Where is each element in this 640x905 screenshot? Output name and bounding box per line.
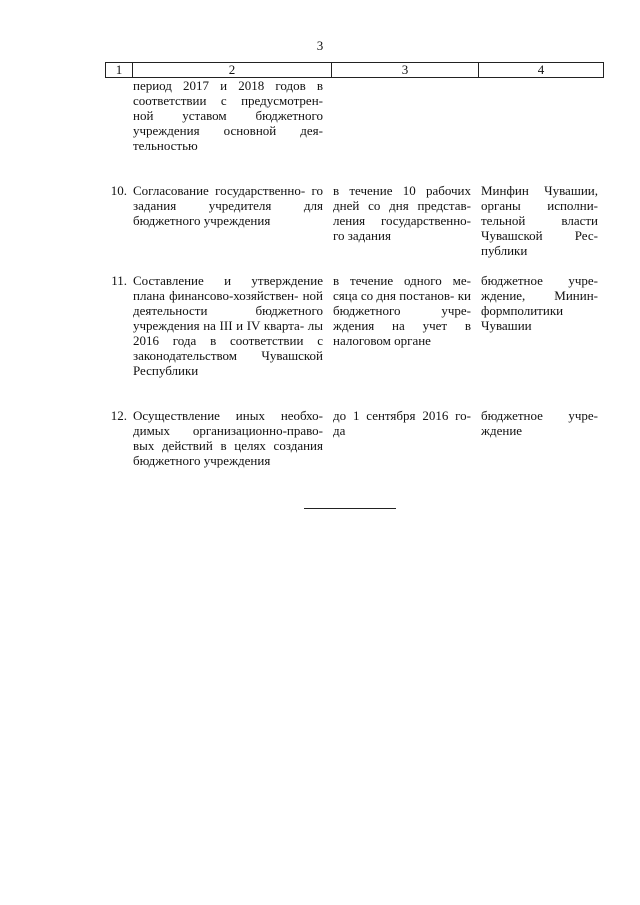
- table-row: [105, 408, 599, 483]
- row-number: 10.: [110, 183, 127, 198]
- row-number: 12.: [110, 408, 127, 423]
- table-row: [105, 78, 599, 168]
- activity-cell: Составление и утверждение плана финансово-хозяйствен- ной деятельности бюджетного учреждения на III и IV кварта- лы 2016 года в соответствии с законодательством Чувашской Республики: [133, 273, 323, 378]
- activity-cell: период 2017 и 2018 годов в соответствии с предусмотрен- ной уставом бюджетного учреждения основной дея- тельностью: [133, 78, 323, 153]
- column-header-3: 3: [332, 63, 479, 78]
- column-header-4: 4: [479, 63, 604, 78]
- table-body: [105, 78, 599, 468]
- column-header-table: [105, 62, 604, 78]
- activity-cell: Согласование государственно- го задания учредителя для бюджетного учреждения: [133, 183, 323, 228]
- responsible-cell: бюджетное учре- ждение, Минин- формполитики Чувашии: [481, 273, 598, 333]
- column-header-2: 2: [133, 63, 332, 78]
- table-row: [105, 183, 599, 273]
- responsible-cell: бюджетное учре- ждение: [481, 408, 598, 438]
- end-divider-line: [304, 508, 396, 509]
- term-cell: в течение одного ме- сяца со дня постанов- ки бюджетного учре- ждения на учет в налоговом органе: [333, 273, 471, 348]
- row-number: 11.: [111, 273, 127, 288]
- table-row: [105, 273, 599, 393]
- term-cell: в течение 10 рабочих дней со дня представ- ления государственно- го задания: [333, 183, 471, 243]
- column-header-1: 1: [106, 63, 133, 78]
- activity-cell: Осуществление иных необхо- димых организационно-право- вых действий в целях создания бюджетного учреждения: [133, 408, 323, 468]
- responsible-cell: Минфин Чувашии, органы исполни- тельной власти Чувашской Рес- публики: [481, 183, 598, 258]
- term-cell: до 1 сентября 2016 го- да: [333, 408, 471, 438]
- page-number: 3: [316, 38, 324, 53]
- column-header-row: [106, 63, 604, 78]
